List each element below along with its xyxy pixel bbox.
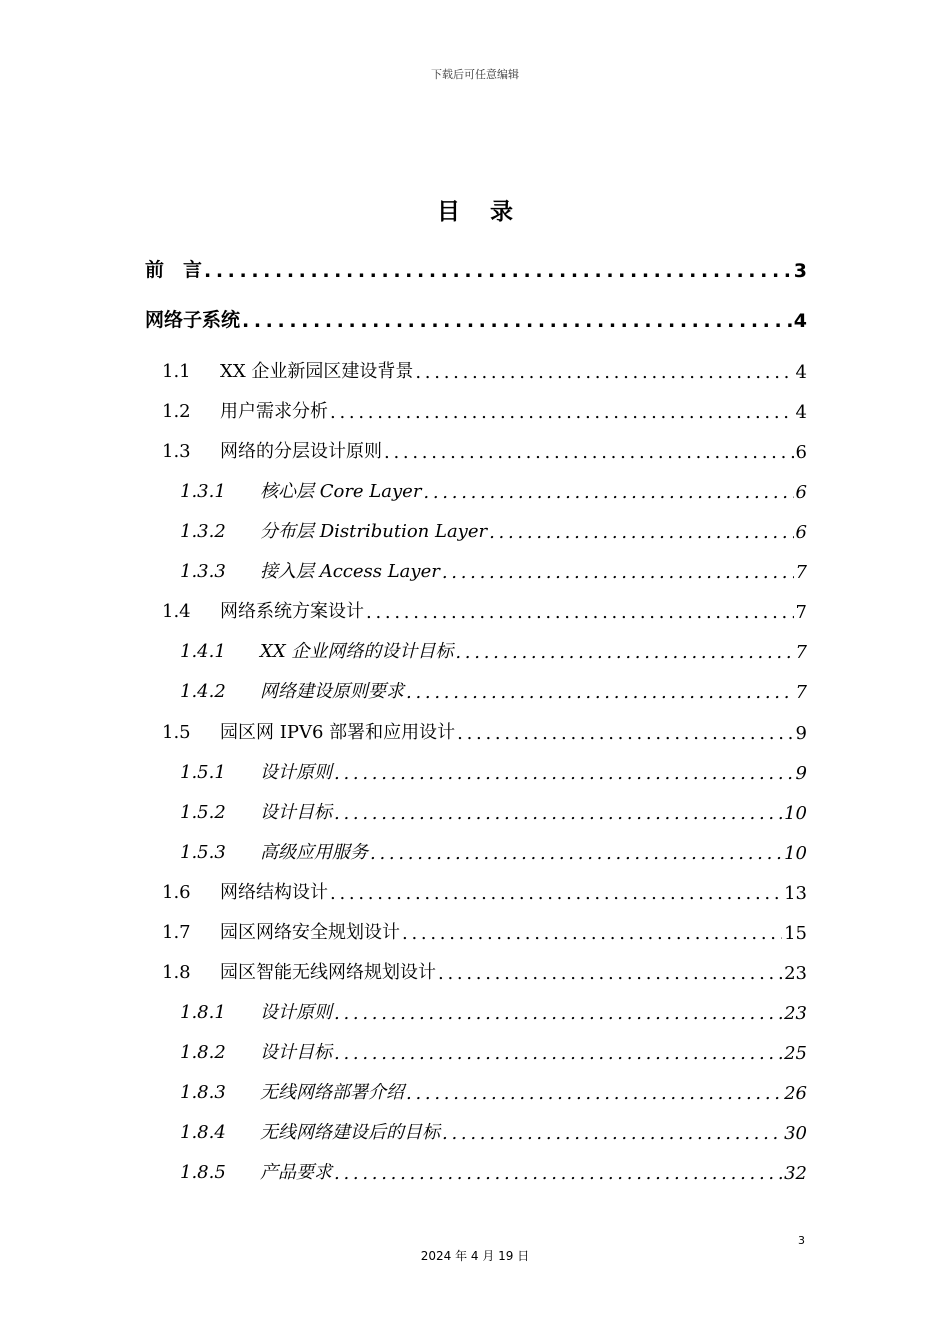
footer-date: 2024 年 4 月 19 日 [420,1249,530,1263]
toc-entry-title: 园区网 IPV6 部署和应用设计 [220,722,456,743]
toc-entry-label [145,255,202,282]
toc-leader-dots [334,803,782,824]
toc-entry-label [180,998,332,1024]
toc-entry-label [180,1158,332,1184]
toc-leader-dots [442,1123,782,1144]
toc-title-left: 目 [437,199,460,225]
toc-entry[interactable] [145,302,807,332]
toc-entry-title: 高级应用服务 [260,842,368,863]
toc-entry-page: 7 [795,642,807,663]
toc-entry-number: 1.8.4 [180,1122,226,1143]
toc-leader-dots [330,883,782,904]
toc-entry[interactable] [145,994,807,1024]
toc-leader-dots [406,1083,782,1104]
toc-leader-dots [334,763,794,784]
toc-entry-number: 1.5.1 [180,762,226,783]
toc-leader-dots [489,522,793,543]
toc-entry-label [145,305,240,332]
toc-entry-title: 接入层 Access Layer [260,561,440,582]
toc-entry-page: 9 [795,763,807,784]
toc-entry-title: 产品要求 [260,1162,332,1183]
toc-leader-dots [415,362,793,383]
toc-entry-page: 15 [784,923,807,944]
toc-entry-page: 3 [793,260,807,282]
toc-entry-page: 6 [795,442,807,463]
toc-entry-page: 4 [795,402,807,423]
toc-entry-page: 32 [784,1163,807,1184]
toc-entry-title: 用户需求分析 [220,401,328,422]
toc-entry-label [180,557,440,583]
toc-leader-dots [406,682,794,703]
toc-entry[interactable] [145,754,807,784]
toc-entry[interactable] [145,633,807,663]
toc-leader-dots [442,562,794,583]
toc-entry-title: 前 言 [145,259,203,281]
toc-entry[interactable] [145,1074,807,1104]
toc-entry-number: 1.3.3 [180,561,226,582]
toc-entry-title: 网络系统方案设计 [220,601,364,622]
toc-entry-title: XX 企业网络的设计目标 [260,641,454,662]
toc-leader-dots [402,923,782,944]
toc-entry-number: 1.5.2 [180,802,226,823]
toc-entry-title: 设计原则 [260,1002,332,1023]
toc-entry-label [180,677,404,703]
toc-entry[interactable] [145,914,807,944]
footer-page-number: 3 [798,1234,805,1247]
toc-entry-number: 1.5.3 [180,842,226,863]
toc-leader-dots [330,402,794,423]
toc-entry-title: XX 企业新园区建设背景 [220,361,414,382]
toc-entry[interactable] [145,1034,807,1064]
toc-leader-dots [204,260,792,282]
toc-entry[interactable] [145,1114,807,1144]
toc-entry-page: 7 [795,682,807,703]
toc-entry-label [162,918,400,944]
toc-leader-dots [366,602,794,623]
toc-leader-dots [242,310,792,332]
toc-entry-number: 1.4.2 [180,681,226,702]
toc-entry[interactable] [145,714,807,744]
toc-entry-title: 园区智能无线网络规划设计 [220,962,436,983]
toc-entry-title: 分布层 Distribution Layer [260,521,488,542]
toc-entry-number: 1.7 [162,922,191,943]
toc-leader-dots [455,642,793,663]
toc-entry-page: 6 [795,522,807,543]
toc-entry[interactable] [145,954,807,984]
toc-title [0,193,950,226]
toc-leader-dots [423,482,793,503]
toc-entry-title: 园区网络安全规划设计 [220,922,400,943]
toc-entry-title: 无线网络建设后的目标 [260,1122,440,1143]
toc-entry-number: 1.8 [162,962,191,983]
toc-entry-page: 10 [784,803,807,824]
toc-entry[interactable] [145,433,807,463]
toc-entry-title: 网络结构设计 [220,882,328,903]
toc-entry-number: 1.4 [162,601,191,622]
toc-entry[interactable] [145,393,807,423]
toc-entry[interactable] [145,593,807,623]
toc-entry-label [180,1038,332,1064]
toc-entry[interactable] [145,553,807,583]
toc-entry-title: 核心层 Core Layer [260,481,422,502]
toc-entry[interactable] [145,252,807,282]
toc-entry[interactable] [145,874,807,904]
toc-leader-dots [334,1003,782,1024]
toc-entry-number: 1.8.3 [180,1082,226,1103]
toc-entry-number: 1.8.5 [180,1162,226,1183]
toc-entry-page: 23 [784,1003,807,1024]
toc-entry-label [180,477,421,503]
toc-entry-page: 4 [795,362,807,383]
toc-entry[interactable] [145,673,807,703]
toc-entry-label [180,798,332,824]
toc-entry-title: 网络建设原则要求 [260,681,404,702]
toc-entry-page: 30 [784,1123,807,1144]
toc-entry[interactable] [145,513,807,543]
toc-leader-dots [370,843,782,864]
toc-entry-label [162,437,382,463]
toc-entry-number: 1.8.1 [180,1002,226,1023]
toc-entry-label [162,597,364,623]
toc-entry-label [162,878,328,904]
toc-title-right: 录 [490,199,513,225]
toc-leader-dots [334,1163,782,1184]
toc-entry-page: 6 [795,482,807,503]
toc-entry-label [180,758,332,784]
toc-entry-page: 10 [784,843,807,864]
toc-entry-number: 1.3 [162,441,191,462]
toc-entry-label [180,838,368,864]
toc-entry-number: 1.3.1 [180,481,226,502]
toc-entry-number: 1.6 [162,882,191,903]
toc-entry[interactable] [145,834,807,864]
toc-entry-title: 设计目标 [260,1042,332,1063]
toc-leader-dots [384,442,794,463]
toc-entry[interactable] [145,794,807,824]
toc-entry-page: 4 [793,310,807,332]
toc-leader-dots [438,963,782,984]
toc-entry-label [180,517,487,543]
toc-entry[interactable] [145,353,807,383]
toc-entry-label [180,1118,440,1144]
toc-entry[interactable] [145,473,807,503]
toc-entry-number: 1.5 [162,722,191,743]
toc-entry-number: 1.4.1 [180,641,226,662]
toc-entry-page: 9 [795,723,807,744]
toc-entry-title: 无线网络部署介绍 [260,1082,404,1103]
page-header: 下载后可任意编辑 [431,68,519,81]
toc-entry-page: 7 [795,562,807,583]
toc-entry-label [180,1078,404,1104]
toc-entry-number: 1.8.2 [180,1042,226,1063]
toc-entry-label [180,637,453,663]
toc-entry-page: 26 [784,1083,807,1104]
toc-entry-page: 13 [784,883,807,904]
toc-entry-number: 1.2 [162,401,191,422]
toc-entry-label [162,397,328,423]
toc-entry-label [162,958,436,984]
toc-entry-page: 7 [795,602,807,623]
toc-entry[interactable] [145,1154,807,1184]
toc-entry-title: 设计原则 [260,762,332,783]
toc-entry-page: 23 [784,963,807,984]
toc-entry-number: 1.3.2 [180,521,226,542]
toc-entry-label [162,718,455,744]
toc-entry-number: 1.1 [162,361,191,382]
toc-entry-title: 设计目标 [260,802,332,823]
toc-entry-title: 网络的分层设计原则 [220,441,382,462]
toc-entry-title: 网络子系统 [145,309,241,331]
toc-entry-page: 25 [784,1043,807,1064]
toc-entry-label [162,357,413,383]
toc-leader-dots [457,723,793,744]
toc-leader-dots [334,1043,782,1064]
